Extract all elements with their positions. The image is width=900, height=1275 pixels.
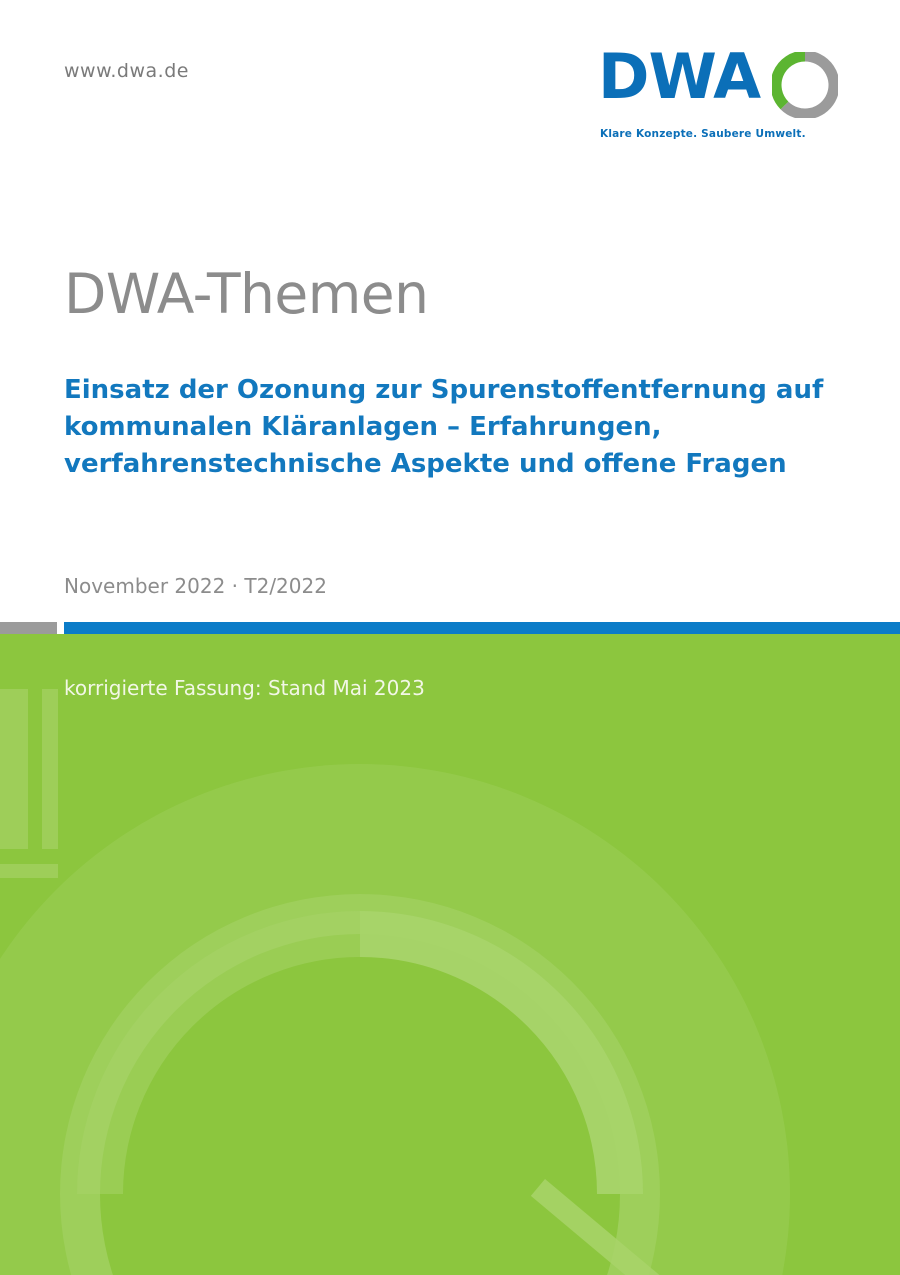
revision-note: korrigierte Fassung: Stand Mai 2023	[64, 676, 425, 700]
left-margin-strip	[0, 0, 31, 634]
logo-claim: Klare Konzepte. Saubere Umwelt.	[600, 128, 806, 140]
dwa-ring-logo-icon	[772, 52, 838, 118]
blue-divider-rule	[64, 622, 900, 634]
decorative-circle-graphic	[0, 634, 900, 1275]
publication-date: November 2022 · T2/2022	[64, 574, 327, 598]
page-title: Einsatz der Ozonung zur Spurenstoffentfernung auf kommunalen Kläranlagen – Erfahrungen, verfahrenstechnische Aspekte und offene Fragen	[64, 375, 824, 479]
green-graphic-panel	[0, 634, 900, 1275]
website-url: www.dwa.de	[64, 60, 189, 82]
dwa-logo	[598, 40, 838, 146]
logo-wordmark: DWA	[598, 40, 761, 113]
series-title: DWA-Themen	[64, 262, 429, 326]
left-grey-rule	[0, 622, 57, 634]
